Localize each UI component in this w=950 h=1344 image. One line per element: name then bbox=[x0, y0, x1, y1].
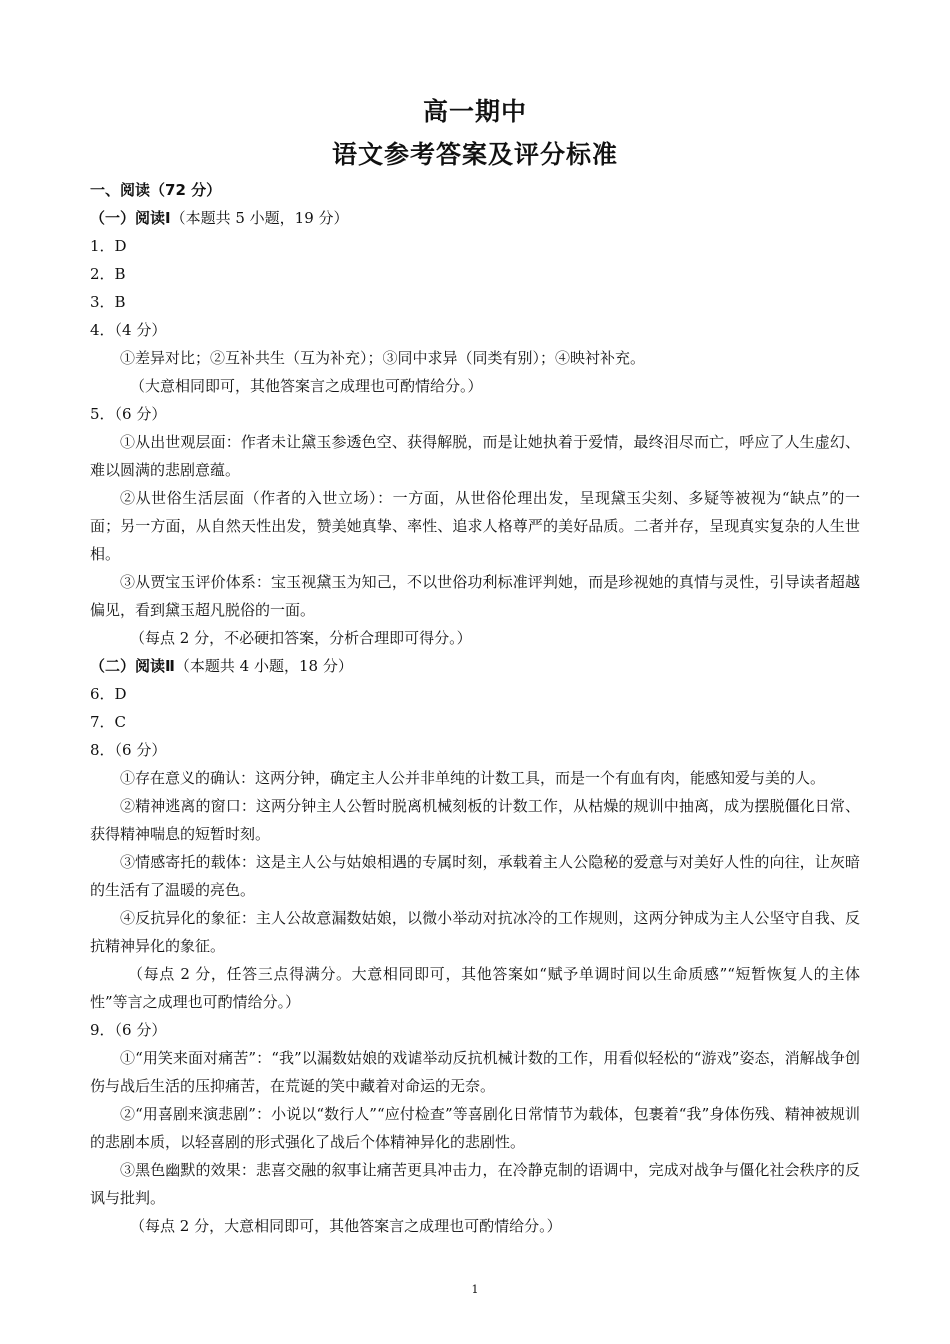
document-subtitle: 语文参考答案及评分标准 bbox=[331, 140, 618, 169]
question-5-note: （每点 2 分，不必硬扣答案，分析合理即可得分。） bbox=[130, 629, 472, 647]
part-heading bbox=[90, 204, 860, 232]
answer-6: 6．D bbox=[90, 685, 127, 703]
question-8-note: （每点 2 分，任答三点得满分。大意相同即可，其他答案如“赋予单调时间以生命质感”“短暂恢复人的主体性”等言之成理也可酌情给分。） bbox=[90, 965, 860, 1011]
part-note: （本题共 4 小题，18 分） bbox=[174, 657, 353, 675]
document-body bbox=[90, 176, 860, 1240]
question-8-point-4: ④反抗异化的象征：主人公故意漏数姑娘，以微小举动对抗冰冷的工作规则，这两分钟成为主人公坚守自我、反抗精神异化的象征。 bbox=[90, 909, 860, 955]
question-9-point-2: ②“用喜剧来演悲剧”：小说以“数行人”“应付检查”等喜剧化日常情节为载体，包裹着“我”身体伤残、精神被规训的悲剧本质，以轻喜剧的形式强化了战后个体精神异化的悲剧性。 bbox=[90, 1105, 860, 1151]
part-title: （二）阅读Ⅱ bbox=[90, 657, 175, 675]
question-9-note: （每点 2 分，大意相同即可，其他答案言之成理也可酌情给分。） bbox=[130, 1217, 562, 1235]
question-8-point-2: ②精神逃离的窗口：这两分钟主人公暂时脱离机械刻板的计数工作，从枯燥的规训中抽离，成为摆脱僵化日常、获得精神喘息的短暂时刻。 bbox=[90, 797, 860, 843]
question-5-head: 5．（6 分） bbox=[90, 405, 167, 423]
answer-2: 2．B bbox=[90, 265, 126, 283]
answer-3: 3．B bbox=[90, 293, 126, 311]
question-5-point-1: ①从出世观层面：作者未让黛玉参透色空、获得解脱，而是让她执着于爱情，最终泪尽而亡，呼应了人生虚幻、难以圆满的悲剧意蕴。 bbox=[90, 433, 860, 479]
part-note: （本题共 5 小题，19 分） bbox=[170, 209, 349, 227]
document-title: 高一期中 bbox=[422, 97, 527, 126]
question-9-point-3: ③黑色幽默的效果：悲喜交融的叙事让痛苦更具冲击力，在冷静克制的语调中，完成对战争与僵化社会秩序的反讽与批判。 bbox=[90, 1161, 860, 1207]
question-9-head: 9．（6 分） bbox=[90, 1021, 167, 1039]
question-9-point-1: ①“用笑来面对痛苦”：“我”以漏数姑娘的戏谑举动反抗机械计数的工作，用看似轻松的“游戏”姿态，消解战争创伤与战后生活的压抑痛苦，在荒诞的笑中藏着对命运的无奈。 bbox=[90, 1049, 860, 1095]
answer-1: 1．D bbox=[90, 237, 127, 255]
part-heading bbox=[90, 652, 860, 680]
question-4-head: 4．（4 分） bbox=[90, 321, 167, 339]
question-8-point-1: ①存在意义的确认：这两分钟，确定主人公并非单纯的计数工具，而是一个有血有肉，能感知爱与美的人。 bbox=[120, 769, 826, 787]
question-8-point-3: ③情感寄托的载体：这是主人公与姑娘相遇的专属时刻，承载着主人公隐秘的爱意与对美好人性的向往，让灰暗的生活有了温暖的亮色。 bbox=[90, 853, 860, 899]
answer-7: 7．C bbox=[90, 713, 127, 731]
section-heading: 一、阅读（72 分） bbox=[90, 181, 222, 199]
question-5-point-3: ③从贾宝玉评价体系：宝玉视黛玉为知己，不以世俗功利标准评判她，而是珍视她的真情与灵性，引导读者超越偏见，看到黛玉超凡脱俗的一面。 bbox=[90, 573, 860, 619]
page-number: 1 bbox=[471, 1283, 479, 1296]
question-8-head: 8．（6 分） bbox=[90, 741, 167, 759]
question-4-note: （大意相同即可，其他答案言之成理也可酌情给分。） bbox=[130, 377, 483, 395]
question-5-point-2: ②从世俗生活层面（作者的入世立场）：一方面，从世俗伦理出发，呈现黛玉尖刻、多疑等被视为“缺点”的一面；另一方面，从自然天性出发，赞美她真挚、率性、追求人格尊严的美好品质。二者并存，呈现真实复杂的人生世相。 bbox=[90, 489, 860, 563]
part-title: （一）阅读Ⅰ bbox=[90, 209, 171, 227]
question-4-answer: ①差异对比；②互补共生（互为补充）；③同中求异（同类有别）；④映衬补充。 bbox=[120, 349, 646, 367]
